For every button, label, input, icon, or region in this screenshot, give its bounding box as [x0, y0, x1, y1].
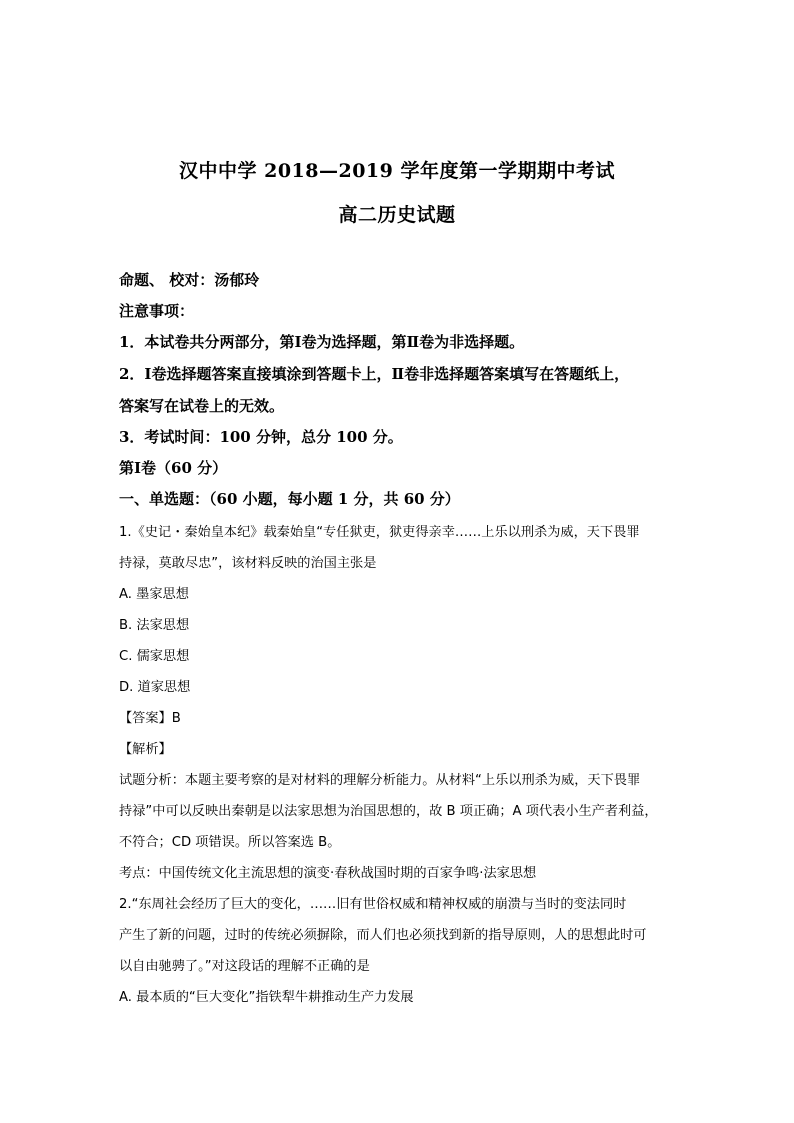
q1-option-a: A. 墨家思想 — [119, 587, 189, 602]
q1-option-c: C. 儒家思想 — [119, 649, 190, 664]
q1-analysis-label: 【解析】 — [119, 742, 172, 757]
note-3: 3．考试时间：100 分钟，总分 100 分。 — [119, 428, 403, 446]
q1-answer: 【答案】B — [119, 711, 181, 726]
q2-option-a: A. 最本质的“巨大变化”指铁犁牛耕推动生产力发展 — [119, 990, 414, 1005]
q1-option-d: D. 道家思想 — [119, 680, 191, 695]
part-title: 第Ⅰ卷（60 分） — [119, 459, 228, 477]
exam-subtitle: 高二历史试题 — [338, 204, 456, 226]
q2-stem-line-3: 以自由驰骋了。”对这段话的理解不正确的是 — [119, 959, 370, 974]
q1-analysis-line-2: 持禄”中可以反映出秦朝是以法家思想为治国思想的，故 B 项正确；A 项代表小生产者利益， — [119, 804, 658, 819]
q1-analysis-line-3: 不符合；CD 项错误。所以答案选 B。 — [119, 835, 341, 850]
q1-option-b: B. 法家思想 — [119, 618, 190, 633]
author-line: 命题、 校对：汤郁玲 — [119, 271, 260, 289]
note-1: 1．本试卷共分两部分，第Ⅰ卷为选择题，第Ⅱ卷为非选择题。 — [119, 333, 525, 351]
note-2-line-1: 2．Ⅰ卷选择题答案直接填涂到答题卡上，Ⅱ卷非选择题答案填写在答题纸上， — [119, 365, 630, 383]
q1-stem-line-1: 1.《史记・秦始皇本纪》载秦始皇“专任狱吏，狱吏得亲幸……上乐以刑杀为威，天下畏罪 — [119, 525, 640, 540]
notes-heading: 注意事项： — [119, 302, 195, 320]
q1-stem-line-2: 持禄，莫敢尽忠”，该材料反映的治国主张是 — [119, 556, 377, 571]
q2-stem-line-1: 2.“东周社会经历了巨大的变化，……旧有世俗权威和精神权威的崩溃与当时的变法同时 — [119, 897, 627, 912]
q1-analysis-line-1: 试题分析：本题主要考察的是对材料的理解分析能力。从材料“上乐以刑杀为威，天下畏罪 — [119, 773, 641, 788]
q2-stem-line-2: 产生了新的问题，过时的传统必须摒除，而人们也必须找到新的指导原则，人的思想此时可 — [119, 928, 647, 943]
section-heading: 一、单选题：（60 小题，每小题 1 分，共 60 分） — [119, 490, 460, 508]
exam-title: 汉中中学 2018—2019 学年度第一学期期中考试 — [179, 160, 615, 182]
q1-kaodian: 考点：中国传统文化主流思想的演变·春秋战国时期的百家争鸣·法家思想 — [119, 866, 537, 881]
note-2-line-2: 答案写在试卷上的无效。 — [119, 397, 285, 415]
